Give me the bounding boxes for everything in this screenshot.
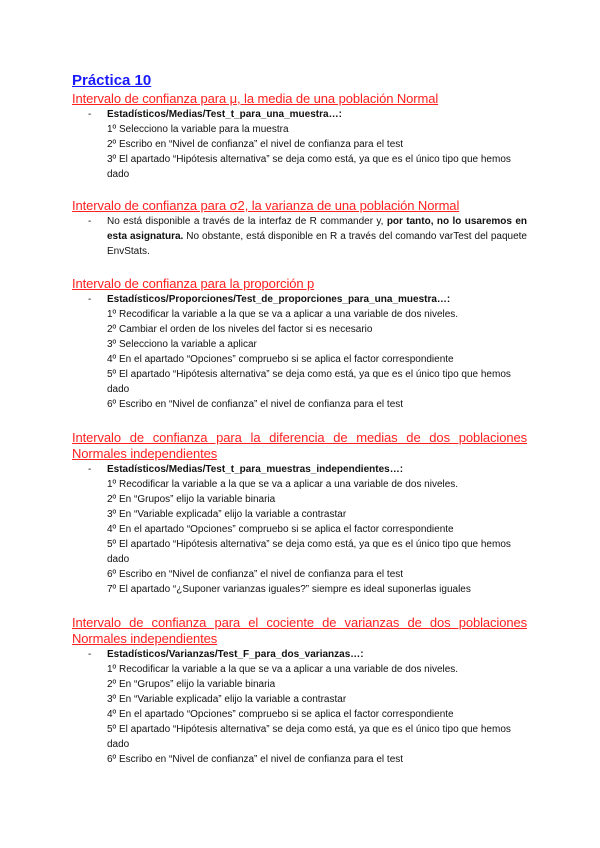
step-list bbox=[72, 122, 527, 182]
menu-path: Estadísticos/Varianzas/Test_F_para_dos_varianzas…: bbox=[107, 649, 364, 660]
section-heading: Intervalo de confianza para σ2, la varianza de una población Normal bbox=[72, 198, 460, 213]
step-item: 4º En el apartado “Opciones” compruebo si se aplica el factor correspondiente bbox=[107, 354, 454, 365]
document-page bbox=[72, 72, 527, 767]
step-item: 5º El apartado “Hipótesis alternativa” se deja como está, ya que es el único tipo que hemos dado bbox=[107, 724, 511, 750]
note-text: No está disponible a través de la interfaz de R commander y, bbox=[107, 216, 387, 227]
section-proportion-ci bbox=[72, 276, 527, 412]
bullet-dash: - bbox=[88, 649, 92, 660]
step-item: 3º En “Variable explicada” elijo la variable a contrastar bbox=[107, 694, 347, 705]
step-item: 2º Cambiar el orden de los niveles del factor si es necesario bbox=[107, 324, 373, 335]
note-paragraph bbox=[107, 214, 527, 259]
step-item: 1º Recodificar la variable a la que se va a aplicar a una variable de dos niveles. bbox=[107, 479, 459, 490]
section-variance-ci bbox=[72, 198, 527, 259]
step-item: 7º El apartado “¿Suponer varianzas iguales?” siempre es ideal suponerlas iguales bbox=[107, 584, 471, 595]
step-item: 3º El apartado “Hipótesis alternativa” se deja como está, ya que es el único tipo que hemos dado bbox=[107, 154, 511, 180]
step-item: 6º Escribo en “Nivel de confianza” el nivel de confianza para el test bbox=[107, 754, 404, 765]
bullet-item bbox=[72, 214, 527, 259]
step-item: 2º En “Grupos” elijo la variable binaria bbox=[107, 679, 276, 690]
bullet-item bbox=[72, 647, 527, 662]
section-mean-ci bbox=[72, 91, 527, 182]
step-item: 2º Escribo en “Nivel de confianza” el nivel de confianza para el test bbox=[107, 139, 404, 150]
step-item: 6º Escribo en “Nivel de confianza” el nivel de confianza para el test bbox=[107, 399, 404, 410]
step-item: 5º El apartado “Hipótesis alternativa” se deja como está, ya que es el único tipo que hemos dado bbox=[107, 369, 511, 395]
step-list bbox=[72, 477, 527, 597]
section-mean-difference-ci bbox=[72, 430, 527, 597]
bullet-dash: - bbox=[88, 464, 92, 475]
bullet-dash: - bbox=[88, 216, 92, 227]
section-heading: Intervalo de confianza para la proporción p bbox=[72, 276, 315, 291]
step-item: 3º Selecciono la variable a aplicar bbox=[107, 339, 257, 350]
menu-path: Estadísticos/Medias/Test_t_para_una_muestra…: bbox=[107, 109, 342, 120]
step-item: 2º En “Grupos” elijo la variable binaria bbox=[107, 494, 276, 505]
step-item: 3º En “Variable explicada” elijo la variable a contrastar bbox=[107, 509, 347, 520]
section-heading: Intervalo de confianza para el cociente de varianzas de dos poblaciones Normales independientes bbox=[72, 615, 527, 646]
step-item: 5º El apartado “Hipótesis alternativa” se deja como está, ya que es el único tipo que hemos dado bbox=[107, 539, 511, 565]
section-heading: Intervalo de confianza para la diferencia de medias de dos poblaciones Normales independientes bbox=[72, 430, 527, 461]
step-item: 1º Recodificar la variable a la que se va a aplicar a una variable de dos niveles. bbox=[107, 309, 459, 320]
step-item: 1º Recodificar la variable a la que se va a aplicar a una variable de dos niveles. bbox=[107, 664, 459, 675]
step-item: 4º En el apartado “Opciones” compruebo si se aplica el factor correspondiente bbox=[107, 709, 454, 720]
bullet-item bbox=[72, 107, 527, 122]
section-variance-ratio-ci bbox=[72, 615, 527, 767]
step-item: 1º Selecciono la variable para la muestra bbox=[107, 124, 289, 135]
step-list bbox=[72, 662, 527, 767]
step-list bbox=[72, 307, 527, 412]
menu-path: Estadísticos/Proporciones/Test_de_proporciones_para_una_muestra…: bbox=[107, 294, 451, 305]
bullet-item bbox=[72, 292, 527, 307]
note-text: No obstante, está disponible en R a través del comando varTest del paquete EnvStats. bbox=[107, 231, 527, 257]
bullet-dash: - bbox=[88, 294, 92, 305]
note-bold-text: por tanto, no lo usaremos en esta asignatura. bbox=[107, 216, 527, 242]
section-heading: Intervalo de confianza para μ, la media de una población Normal bbox=[72, 91, 439, 106]
bullet-dash: - bbox=[88, 109, 92, 120]
menu-path: Estadísticos/Medias/Test_t_para_muestras_independientes…: bbox=[107, 464, 404, 475]
page-title: Práctica 10 bbox=[72, 72, 152, 89]
step-item: 6º Escribo en “Nivel de confianza” el nivel de confianza para el test bbox=[107, 569, 404, 580]
step-item: 4º En el apartado “Opciones” compruebo si se aplica el factor correspondiente bbox=[107, 524, 454, 535]
bullet-item bbox=[72, 462, 527, 477]
